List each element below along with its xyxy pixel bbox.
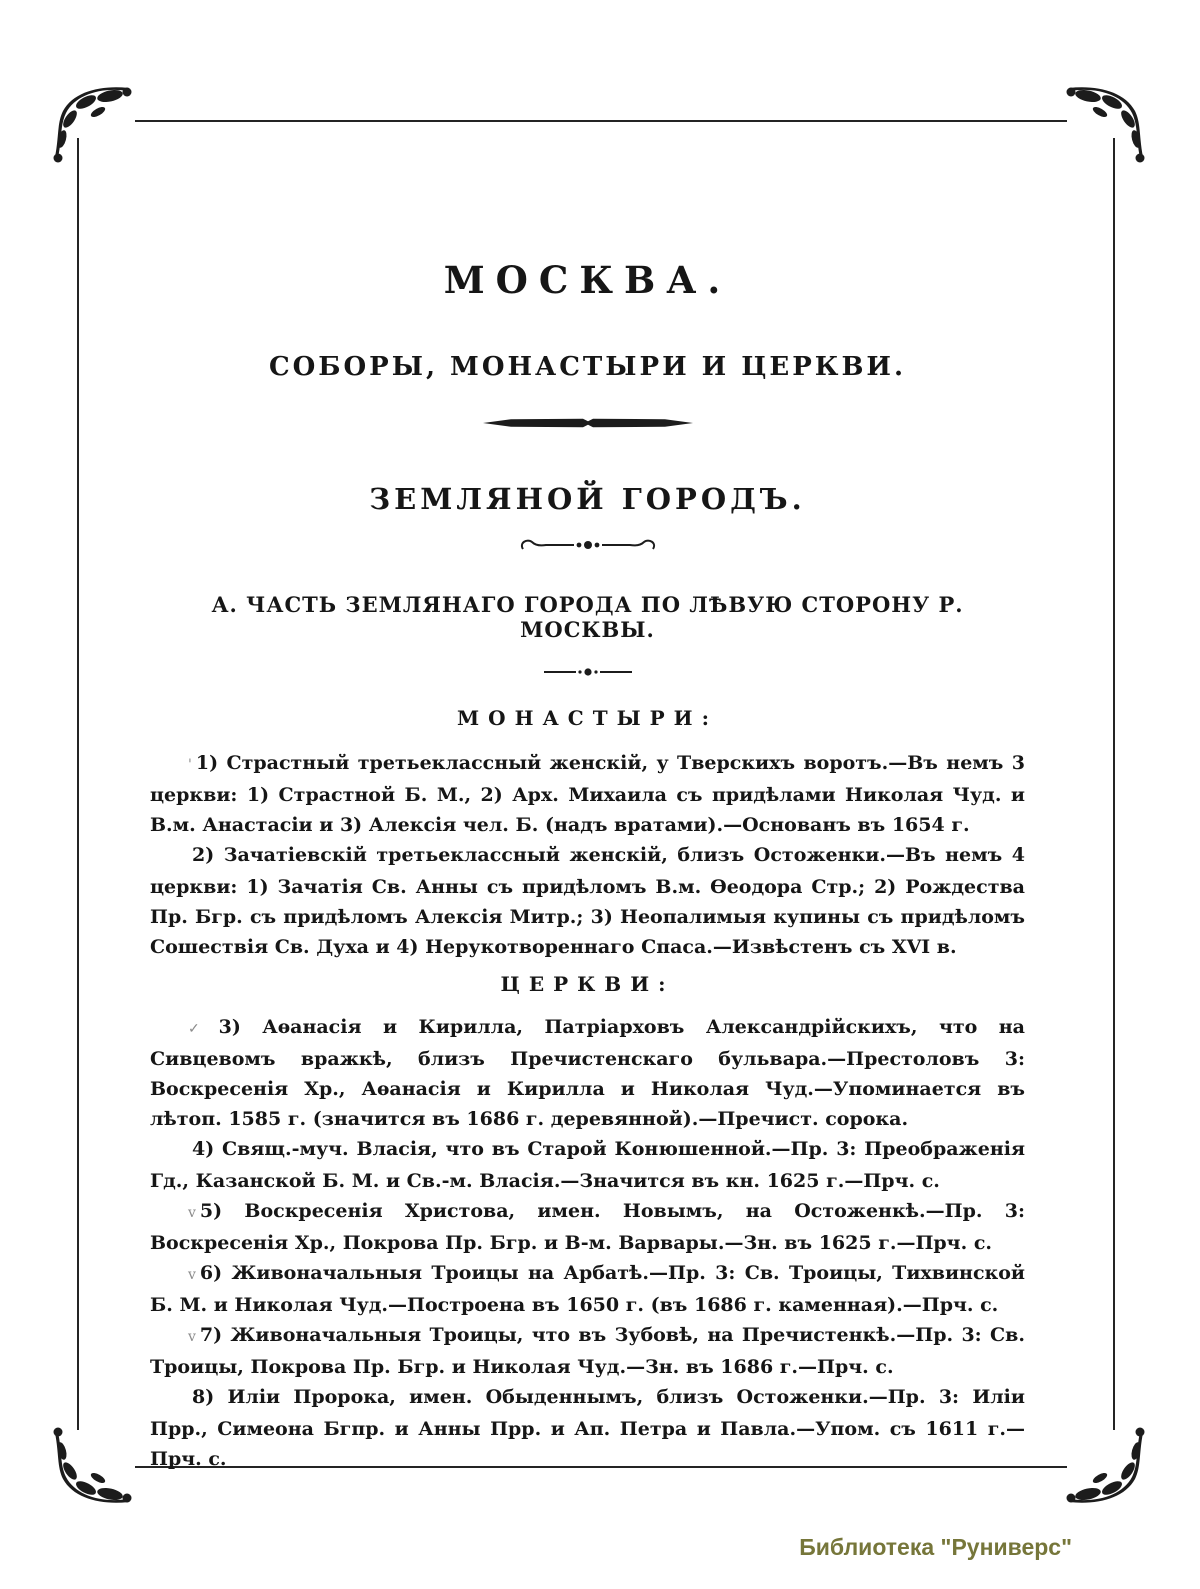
- item-text: 8) Иліи Пророка, имен. Обыденнымъ, близъ Остоженки.—Пр. 3: Иліи Прр., Симеона Бгпр. и Анны Прр. и Ап. Петра и Павла.—Упом. съ 1611 г.—Прч. с.: [150, 1386, 1025, 1470]
- list-item: [150, 1258, 1025, 1320]
- small-divider-icon: [540, 666, 636, 678]
- churches-heading: ЦЕРКВИ:: [500, 972, 675, 996]
- item-text: 2) Зачатіевскій третьеклассный женскій, близъ Остоженки.—Въ немъ 4 церкви: 1) Зачатія Св. Анны съ придѣломъ В.м. Ѳеодора Стр.; 2) Рождества Пр. Бгр. съ придѣломъ Алексія Митр.; 3) Неопалимыя купины съ придѣломъ Сошествія Св. Духа и 4) Нерукотвореннаго Спаса.—Извѣстенъ съ XVI в.: [150, 844, 1025, 958]
- library-watermark: Библиотека "Руниверс": [799, 1534, 1072, 1560]
- item-text: 4) Свящ.-муч. Власія, что въ Старой Конюшенной.—Пр. 3: Преображенія Гд., Казанской Б. М. и Св.-м. Власія.—Значится въ кн. 1625 г.—Прч. с.: [150, 1138, 1025, 1192]
- subsection-title: А. ЧАСТЬ ЗЕМЛЯНАГО ГОРОДА ПО ЛѢВУЮ СТОРОНУ Р. МОСКВЫ.: [211, 592, 964, 642]
- floral-corner-icon: [52, 1424, 132, 1504]
- frame-rule-left: [77, 138, 79, 1430]
- section-title: ЗЕМЛЯНОЙ ГОРОДЪ.: [369, 482, 806, 516]
- floral-corner-icon: [52, 86, 132, 166]
- page-subtitle: СОБОРЫ, МОНАСТЫРИ И ЦЕРКВИ.: [268, 352, 907, 382]
- monastery-list: [150, 748, 1025, 962]
- list-item: [150, 1134, 1025, 1196]
- item-text: 1) Страстный третьеклассный женскій, у Тверскихъ воротъ.—Въ немъ 3 церкви: 1) Страстной Б. М., 2) Арх. Михаила съ придѣлами Николая Чуд. и В.м. Анастасіи и 3) Алексія чел. Б. (надъ вратами).—Основанъ въ 1654 г.: [150, 752, 1025, 836]
- list-item: [150, 1012, 1025, 1134]
- annotation-mark: v: [188, 1205, 196, 1221]
- annotation-mark: ': [188, 757, 192, 773]
- monasteries-heading: МОНАСТЫРИ:: [457, 706, 718, 730]
- frame-rule-right: [1113, 138, 1115, 1430]
- list-item: [150, 1382, 1025, 1474]
- list-item: [150, 748, 1025, 840]
- item-text: 5) Воскресенія Христова, имен. Новымъ, на Остоженкѣ.—Пр. 3: Воскресенія Хр., Покрова Пр. Бгр. и В-м. Варвары.—Зн. въ 1625 г.—Прч. с.: [150, 1200, 1025, 1254]
- church-list: [150, 1012, 1025, 1474]
- list-item: [150, 1320, 1025, 1382]
- scroll-divider-icon: [518, 536, 658, 554]
- floral-corner-icon: [1066, 86, 1146, 166]
- list-item: [150, 1196, 1025, 1258]
- annotation-mark: v: [188, 1329, 196, 1345]
- item-text: 7) Живоначальныя Троицы, что въ Зубовѣ, на Пречистенкѣ.—Пр. 3: Св. Троицы, Покрова Пр. Бгр. и Николая Чуд.—Зн. въ 1686 г.—Прч. с.: [150, 1324, 1025, 1378]
- page-content: [150, 258, 1025, 1474]
- page-title: МОСКВА.: [443, 258, 732, 302]
- annotation-mark: ✓: [188, 1021, 215, 1037]
- annotation-mark: v: [188, 1267, 196, 1283]
- floral-corner-icon: [1066, 1424, 1146, 1504]
- item-text: 3) Аѳанасія и Кирилла, Патріарховъ Александрійскихъ, что на Сивцевомъ вражкѣ, близъ Пречистенскаго бульвара.—Престоловъ 3: Воскресенія Хр., Аѳанасія и Кирилла и Николая Чуд.—Упоминается въ лѣтоп. 1585 г. (значится въ 1686 г. деревянной).—Пречист. сорока.: [150, 1016, 1025, 1130]
- item-text: 6) Живоначальныя Троицы на Арбатѣ.—Пр. 3: Св. Троицы, Тихвинской Б. М. и Николая Чуд.—Построена въ 1650 г. (въ 1686 г. каменная).—Прч. с.: [150, 1262, 1025, 1316]
- list-item: [150, 840, 1025, 962]
- tapered-rule-divider-icon: [483, 418, 693, 428]
- frame-rule-top: [135, 120, 1067, 122]
